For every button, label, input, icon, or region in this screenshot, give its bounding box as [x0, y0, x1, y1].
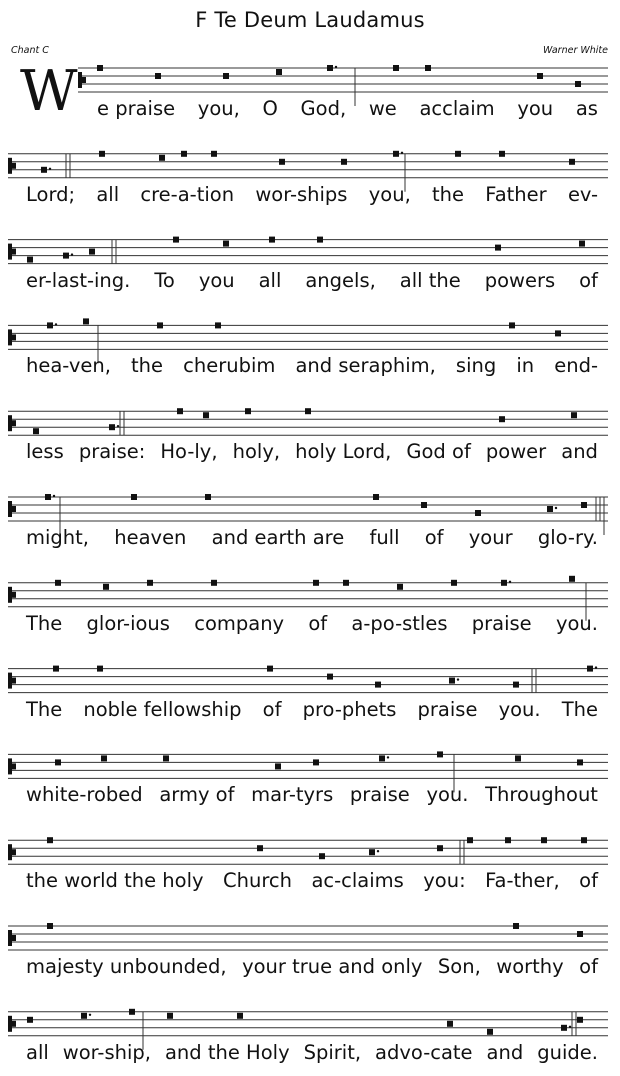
neume-icon [451, 580, 457, 586]
neume-icon [47, 923, 53, 929]
hymn-title: F Te Deum Laudamus [195, 8, 425, 32]
neume-icon [177, 408, 183, 414]
lyric-word: heaven [114, 526, 187, 549]
c-clef-icon [12, 849, 16, 855]
neume-dot-icon [89, 1014, 91, 1016]
lyric-word: God, [300, 97, 347, 120]
lyric-line [26, 698, 598, 721]
lyric-word: your [468, 526, 513, 549]
lyric-word: of [308, 611, 328, 635]
lyric-word: all the [399, 268, 461, 292]
neume-dot-icon [49, 168, 51, 170]
lyric-word: full [369, 526, 400, 549]
lyric-line [26, 354, 598, 377]
lyric-word: To [154, 268, 175, 292]
neume-dot-icon [509, 581, 511, 583]
lyric-line [26, 440, 598, 463]
lyric-word: power [485, 440, 547, 464]
neume-icon [501, 580, 507, 586]
lyric-word: and seraphim, [295, 354, 436, 378]
neume-icon [53, 666, 59, 672]
lyric-word: you [198, 268, 235, 292]
neume-icon [397, 584, 403, 590]
lyric-word: you: [423, 869, 466, 893]
lyric-word: ac-claims [311, 869, 404, 893]
lyric-word: O [262, 97, 278, 120]
neume-icon [215, 322, 221, 328]
lyric-word: mar-tyrs [251, 783, 334, 807]
c-clef-icon [12, 678, 16, 684]
neume-dot-icon [457, 678, 459, 680]
c-clef-icon [12, 763, 16, 769]
lyric-word: holy Lord, [295, 440, 392, 464]
neume-icon [571, 412, 577, 418]
neume-dot-icon [401, 152, 403, 154]
lyric-word: you [517, 97, 554, 120]
neume-icon [167, 1013, 173, 1019]
c-clef-icon [8, 415, 12, 431]
lyric-line [26, 183, 598, 206]
c-clef-icon [12, 935, 16, 941]
neume-icon [99, 151, 105, 157]
lyric-line [26, 269, 598, 292]
c-clef-icon [8, 1016, 12, 1032]
lyric-word: glo-ry. [537, 526, 598, 549]
lyric-word: white-robed [26, 783, 143, 807]
neume-icon [537, 73, 543, 79]
neume-icon [569, 159, 575, 165]
neume-icon [89, 249, 95, 255]
lyric-word: less [26, 440, 64, 464]
neume-icon [579, 241, 585, 247]
neume-icon [575, 81, 581, 87]
neume-icon [499, 416, 505, 422]
neume-dot-icon [555, 507, 557, 509]
neume-icon [343, 580, 349, 586]
lyric-word: Throughout [485, 783, 598, 807]
neume-icon [341, 159, 347, 165]
c-clef-icon [8, 329, 12, 345]
neume-icon [211, 580, 217, 586]
neume-icon [577, 1017, 583, 1023]
neume-icon [467, 837, 473, 843]
lyric-word: ev- [567, 182, 598, 206]
c-clef-icon [8, 158, 12, 174]
neume-icon [205, 494, 211, 500]
lyric-word: powers [484, 268, 556, 292]
neume-icon [223, 73, 229, 79]
neume-icon [305, 408, 311, 414]
neume-icon [555, 330, 561, 336]
neume-icon [101, 755, 107, 761]
c-clef-icon [12, 163, 16, 169]
lyric-word: you. [498, 697, 541, 721]
lyric-word: praise [349, 783, 410, 807]
lyric-word: wor-ships [255, 182, 348, 206]
neume-icon [369, 849, 375, 855]
c-clef-icon [12, 1021, 16, 1027]
lyric-word: Fa-ther, [485, 869, 560, 893]
neume-icon [373, 494, 379, 500]
lyric-line [26, 526, 598, 549]
neume-dot-icon [595, 666, 597, 668]
neume-icon [313, 580, 319, 586]
neume-icon [425, 65, 431, 71]
lyric-word: the [432, 182, 465, 206]
lyric-word: the world the holy [26, 869, 204, 893]
neume-icon [275, 763, 281, 769]
lyric-word: er-last-ing. [26, 268, 131, 292]
lyric-word: of [262, 697, 282, 721]
neume-icon [487, 1029, 493, 1035]
neume-icon [541, 837, 547, 843]
lyric-word: in [516, 354, 535, 378]
neume-icon [327, 674, 333, 680]
neume-icon [267, 666, 273, 672]
neume-icon [475, 510, 481, 516]
lyric-word: Spirit, [303, 1040, 362, 1064]
neume-icon [421, 502, 427, 508]
neume-icon [27, 1017, 33, 1023]
lyric-word: angels, [305, 268, 376, 292]
neume-dot-icon [53, 495, 55, 497]
neume-icon [317, 237, 323, 243]
lyric-word: all [26, 1040, 49, 1064]
c-clef-icon [8, 587, 12, 603]
neume-icon [495, 245, 501, 251]
lyric-word: your true and only [242, 955, 423, 978]
lyric-word: The [26, 611, 63, 635]
drop-cap: W [20, 59, 78, 124]
c-clef-icon [12, 334, 16, 340]
lyric-word: company [194, 611, 285, 635]
lyric-word: cherubim [183, 354, 276, 378]
lyric-word: The [26, 697, 63, 721]
lyric-line [26, 783, 598, 806]
neume-icon [393, 65, 399, 71]
lyric-word: all [96, 182, 120, 206]
c-clef-icon [8, 758, 12, 774]
lyric-word: and earth are [211, 526, 345, 549]
neume-icon [223, 241, 229, 247]
lyric-word: worthy [496, 955, 564, 978]
lyric-word: cre-a-tion [140, 182, 235, 206]
lyric-word: we [368, 97, 397, 120]
lyric-line [26, 1041, 598, 1064]
neume-icon [55, 580, 61, 586]
neume-icon [97, 65, 103, 71]
lyric-word: might, [26, 526, 89, 549]
neume-icon [81, 1013, 87, 1019]
neume-icon [393, 151, 399, 157]
neume-icon [45, 494, 51, 500]
neume-icon [103, 584, 109, 590]
neume-icon [269, 237, 275, 243]
neume-icon [47, 837, 53, 843]
neume-dot-icon [387, 756, 389, 758]
lyric-word: praise: [78, 440, 146, 464]
neume-icon [547, 506, 553, 512]
lyric-line [97, 97, 598, 120]
lyric-word: Father [485, 182, 547, 206]
neume-icon [577, 759, 583, 765]
neume-icon [581, 837, 587, 843]
neume-icon [313, 759, 319, 765]
lyric-word: praise [471, 611, 532, 635]
lyric-word: you. [426, 783, 469, 807]
lyric-word: and the Holy [164, 1040, 290, 1064]
neume-icon [375, 682, 381, 688]
neume-dot-icon [71, 253, 73, 255]
neume-icon [437, 845, 443, 851]
neume-icon [27, 257, 33, 263]
c-clef-icon [8, 930, 12, 946]
c-clef-icon [12, 420, 16, 426]
neume-icon [83, 318, 89, 324]
lyric-word: praise [417, 697, 478, 721]
lyric-word: as [575, 97, 598, 120]
lyric-word: all [258, 268, 282, 292]
neume-icon [447, 1021, 453, 1027]
lyric-word: sing [455, 354, 497, 378]
neume-icon [155, 73, 161, 79]
lyric-word: you, [368, 182, 411, 206]
neume-icon [279, 159, 285, 165]
neume-icon [157, 322, 163, 328]
neume-icon [561, 1025, 567, 1031]
neume-dot-icon [335, 66, 337, 68]
neume-icon [577, 931, 583, 937]
neume-dot-icon [55, 323, 57, 325]
neume-dot-icon [569, 1026, 571, 1028]
lyric-line [26, 869, 598, 892]
neume-icon [47, 322, 53, 328]
lyric-word: Ho-ly, [160, 440, 218, 464]
neume-icon [97, 666, 103, 672]
lyric-word: guide. [537, 1040, 598, 1064]
neume-icon [159, 155, 165, 161]
lyric-word: Son, [437, 955, 481, 978]
c-clef-icon [8, 501, 12, 517]
neume-icon [513, 923, 519, 929]
lyric-word: a-po-stles [351, 611, 448, 635]
neume-icon [237, 1013, 243, 1019]
c-clef-icon [12, 249, 16, 255]
neume-icon [63, 253, 69, 259]
lyric-word: advo-cate [375, 1040, 473, 1064]
neume-icon [129, 1009, 135, 1015]
neume-icon [245, 408, 251, 414]
neume-icon [513, 682, 519, 688]
lyric-word: of [424, 526, 444, 549]
lyric-word: of [579, 955, 598, 978]
lyric-word: and [561, 440, 598, 464]
lyric-word: noble fellowship [83, 697, 242, 721]
c-clef-icon [82, 77, 86, 83]
lyric-word: God of [406, 440, 471, 464]
lyric-word: and [486, 1040, 524, 1064]
neume-icon [505, 837, 511, 843]
neume-icon [131, 494, 137, 500]
neume-icon [33, 428, 39, 434]
c-clef-icon [8, 244, 12, 260]
neume-icon [257, 845, 263, 851]
neume-icon [327, 65, 333, 71]
lyric-line [26, 612, 598, 635]
neume-icon [109, 424, 115, 430]
lyric-word: of [579, 869, 598, 893]
neume-icon [515, 755, 521, 761]
neume-icon [455, 151, 461, 157]
lyric-word: end- [554, 354, 598, 378]
neume-icon [147, 580, 153, 586]
lyric-word: The [561, 697, 598, 721]
lyric-word: acclaim [419, 97, 495, 120]
lyric-word: of [579, 268, 598, 292]
c-clef-icon [8, 673, 12, 689]
neume-icon [211, 151, 217, 157]
neume-icon [41, 167, 47, 173]
lyric-word: Lord; [26, 182, 76, 206]
neume-icon [379, 755, 385, 761]
lyric-word: you, [197, 97, 240, 120]
neume-icon [437, 751, 443, 757]
neume-dot-icon [377, 850, 379, 852]
lyric-word: e praise [97, 97, 176, 120]
neume-icon [203, 412, 209, 418]
lyric-word: Church [222, 869, 292, 893]
neume-dot-icon [117, 425, 119, 427]
neume-icon [319, 853, 325, 859]
neume-icon [569, 576, 575, 582]
lyric-word: glor-ious [86, 611, 170, 635]
lyric-line [26, 955, 598, 978]
neume-icon [181, 151, 187, 157]
composer-name: Warner White [542, 45, 608, 56]
neume-icon [276, 69, 282, 75]
lyric-word: army of [159, 783, 235, 807]
lyric-word: hea-ven, [26, 354, 111, 378]
neume-icon [509, 322, 515, 328]
neume-icon [173, 237, 179, 243]
lyric-word: the [131, 354, 164, 378]
lyric-word: you. [555, 611, 598, 635]
neume-icon [55, 759, 61, 765]
neume-icon [499, 151, 505, 157]
c-clef-icon [12, 506, 16, 512]
chant-label: Chant C [11, 45, 49, 56]
neume-icon [163, 755, 169, 761]
lyric-word: pro-phets [302, 697, 397, 721]
neume-icon [581, 502, 587, 508]
lyric-word: holy, [232, 440, 281, 464]
c-clef-icon [78, 72, 82, 88]
lyric-word: majesty unbounded, [26, 955, 227, 978]
neume-icon [449, 678, 455, 684]
c-clef-icon [8, 844, 12, 860]
c-clef-icon [12, 592, 16, 598]
lyric-word: wor-ship, [62, 1040, 151, 1064]
neume-icon [587, 666, 593, 672]
